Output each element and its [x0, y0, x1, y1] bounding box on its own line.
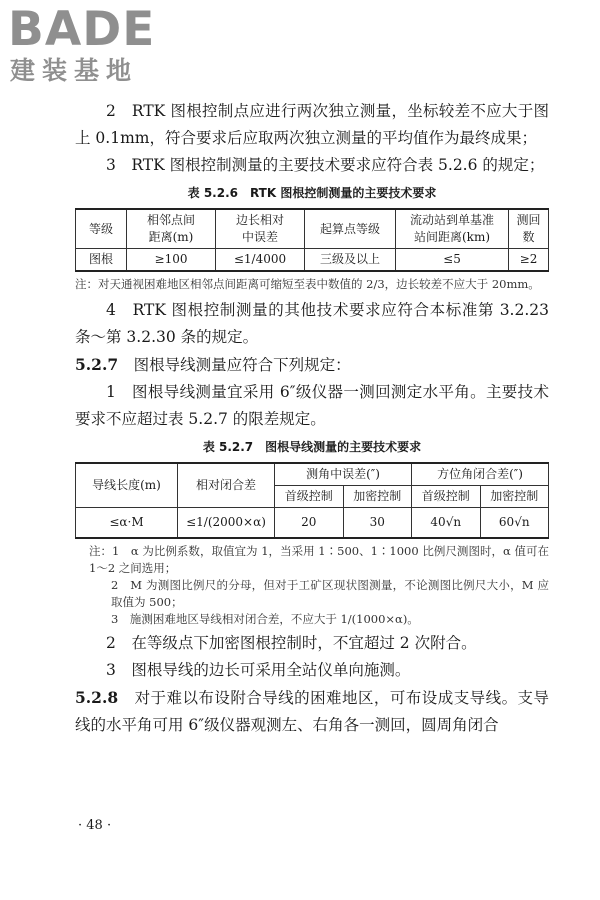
table-cell: ≤1/4000	[216, 249, 305, 272]
brand-name: BADE	[8, 2, 156, 57]
table-cell: ≤α·M	[76, 508, 178, 539]
table-header-row	[76, 463, 549, 486]
paragraph-traverse-angle: 1 图根导线测量宜采用 6″级仪器一测回测定水平角。主要技术要求不应超过表 5.2.7 的限差规定。	[75, 383, 549, 428]
paragraph-rtk-double-measure: 2 RTK 图根控制点应进行两次独立测量，坐标较差不应大于图上 0.1mm，符合要求后应取两次独立测量的平均值作为最终成果；	[75, 102, 549, 147]
table-5-2-7-caption: 表 5.2.7 图根导线测量的主要技术要求	[202, 440, 422, 454]
section-text: 对于难以布设附合导线的困难地区，可布设成支导线。支导线的水平角可用 6″级仪器观测左、右角各一测回，圆周角闭合	[75, 689, 549, 734]
table-cell: ≥100	[127, 249, 216, 272]
brand-logo	[8, 4, 178, 86]
table-header-cell: 导线长度(m)	[76, 463, 178, 508]
page-number: · 48 ·	[78, 818, 112, 833]
table-header-cell: 测回数	[509, 209, 549, 249]
table-cell: 三级及以上	[305, 249, 396, 272]
paragraph-rtk-table-ref: 3 RTK 图根控制测量的主要技术要求应符合表 5.2.6 的规定；	[106, 156, 545, 174]
table-header-row	[76, 209, 549, 249]
table-header-cell: 首级控制	[412, 486, 481, 508]
table-5-2-7	[75, 462, 549, 539]
table-header-cell: 起算点等级	[305, 209, 396, 249]
table-header-cell: 相对闭合差	[178, 463, 275, 508]
table-5-2-6-caption: 表 5.2.6 RTK 图根控制测量的主要技术要求	[187, 186, 437, 200]
table-cell: ≤5	[396, 249, 509, 272]
table-row	[76, 249, 549, 272]
table-5-2-6	[75, 208, 549, 272]
table-cell: 30	[343, 508, 412, 539]
table-header-cell: 等级	[76, 209, 127, 249]
table-cell: ≥2	[509, 249, 549, 272]
table-header-cell: 测角中误差(″)	[275, 463, 412, 486]
table-5-2-7-note-3: 3 施测困难地区导线相对闭合差，不应大于 1/(1000×α)。	[111, 612, 419, 626]
table-cell: ≤1/(2000×α)	[178, 508, 275, 539]
paragraph-densify: 2 在等级点下加密图根控制时，不宜超过 2 次附合。	[106, 634, 477, 652]
paragraph-rtk-other-reqs: 4 RTK 图根控制测量的其他技术要求应符合本标准第 3.2.23 条～第 3.2.30 条的规定。	[75, 301, 549, 346]
section-number: 5.2.7	[75, 355, 119, 374]
table-cell: 60√n	[480, 508, 549, 539]
section-5-2-7	[75, 351, 549, 379]
table-header-cell: 加密控制	[343, 486, 412, 508]
table-cell: 20	[275, 508, 344, 539]
table-header-cell: 首级控制	[275, 486, 344, 508]
section-text: 图根导线测量应符合下列规定：	[133, 356, 351, 374]
paragraph-edge-length: 3 图根导线的边长可采用全站仪单向施测。	[106, 661, 411, 679]
table-cell: 40√n	[412, 508, 481, 539]
section-5-2-8	[75, 684, 549, 739]
brand-subtitle: 建装基地	[10, 56, 139, 85]
table-header-cell: 边长相对 中误差	[216, 209, 305, 249]
table-5-2-7-note-1: 注：1 α 为比例系数，取值宜为 1，当采用 1∶500、1∶1000 比例尺测图时，α 值可在 1～2 之间选用；	[89, 544, 549, 575]
table-5-2-6-note: 注：对天通视困难地区相邻点间距离可缩短至表中数值的 2/3，边长较差不应大于 20mm。	[75, 277, 540, 291]
table-header-cell: 流动站到单基准 站间距离(km)	[396, 209, 509, 249]
table-header-cell: 相邻点间 距离(m)	[127, 209, 216, 249]
table-row	[76, 508, 549, 539]
document-body	[75, 98, 549, 739]
table-cell: 图根	[76, 249, 127, 272]
table-header-cell: 方位角闭合差(″)	[412, 463, 549, 486]
table-5-2-7-note-2: 2 M 为测图比例尺的分母，但对于工矿区现状图测量，不论测图比例尺大小，M 应取值为 500；	[111, 578, 549, 609]
section-number: 5.2.8	[75, 688, 119, 707]
table-header-cell: 加密控制	[480, 486, 549, 508]
